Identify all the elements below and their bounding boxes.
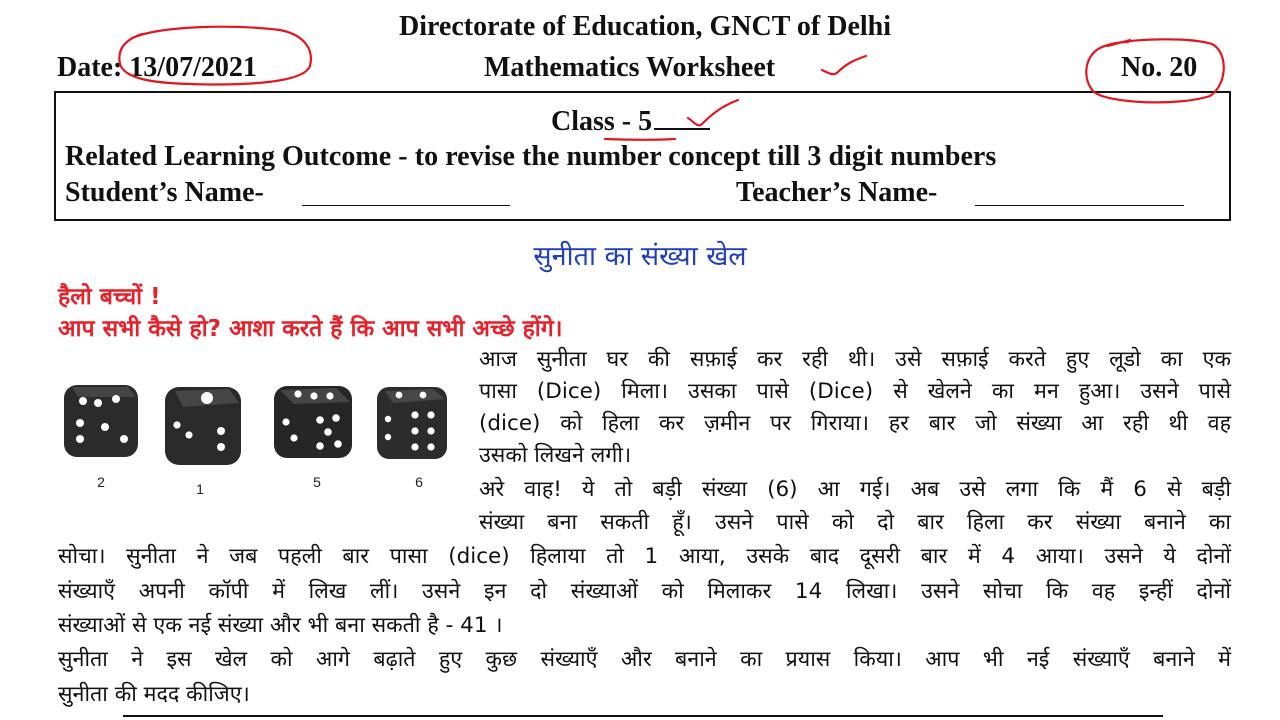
- story-line: सुनीता ने इस खेल को आगे बढ़ाते हुए कुछ संख्याएँ और बनाने का प्रयास किया। आप भी नई संख्याएँ बनाने में: [58, 647, 1231, 672]
- story-line: पासा (Dice) मिला। उसका पासे (Dice) से खेलने का मन हुआ। उसने पासे: [479, 379, 1231, 404]
- directorate-heading: Directorate of Education, GNCT of Delhi: [398, 11, 892, 42]
- die-five-icon: [268, 380, 358, 464]
- story-line: संख्या बना सकती हूँ। उसने पासे को दो बार हिला कर संख्या बनाने का: [479, 510, 1231, 535]
- die-label-4: 6: [415, 474, 423, 490]
- learning-outcome: Related Learning Outcome - to revise the number concept till 3 digit numbers: [65, 141, 997, 172]
- story-line: अरे वाह! ये तो बड़ी संख्या (6) आ गई। अब उसे लगा कि मैं 6 से बड़ी: [479, 477, 1231, 502]
- story-title: सुनीता का संख्या खेल: [533, 241, 747, 272]
- die-six-icon: [371, 381, 453, 465]
- class-label: [551, 106, 710, 138]
- die-one-icon: [159, 381, 247, 471]
- story-line: (dice) को हिला कर ज़मीन पर गिराया। हर बार जो संख्या आ रही थी वह: [479, 411, 1231, 436]
- story-line: संख्याओं से एक नई संख्या और भी बना सकती है - 41 ।: [58, 613, 503, 638]
- student-name-blank[interactable]: [302, 205, 510, 206]
- worksheet-number: No. 20: [1121, 52, 1198, 83]
- die-label-1: 2: [97, 474, 105, 490]
- story-line: संख्याएँ अपनी कॉपी में लिख लीं। उसने इन दो संख्याओं को मिलाकर 14 लिखा। उसने सोचा कि वह इन्हीं दोनों: [58, 579, 1231, 604]
- teacher-name-label: [736, 177, 937, 209]
- story-line: सोचा। सुनीता ने जब पहली बार पासा (dice) हिलाया तो 1 आया, उसके बाद दूसरी बार में 4 आया। उसने ये दोनों: [58, 544, 1231, 569]
- bottom-rule: [123, 715, 1163, 717]
- greeting-line-1: हैलो बच्चों !: [58, 284, 161, 310]
- worksheet-subject: Mathematics Worksheet: [484, 52, 776, 83]
- die-two-icon: [58, 377, 144, 463]
- subject-check-annotation: [822, 56, 866, 74]
- teacher-name-blank[interactable]: [975, 205, 1184, 206]
- class-label-text: Class - 5: [551, 106, 653, 137]
- student-name-label: [65, 177, 264, 209]
- class-blank: [654, 108, 710, 130]
- story-line: उसको लिखने लगी।: [479, 443, 632, 468]
- teacher-name-text: Teacher’s Name-: [736, 177, 938, 208]
- story-line: आज सुनीता घर की सफ़ाई कर रही थी। उसे सफ़ाई करते हुए लूडो का एक: [479, 347, 1231, 372]
- greeting-line-2: आप सभी कैसे हो? आशा करते हैं कि आप सभी अच्छे होंगे।: [58, 316, 563, 342]
- worksheet-date: Date: 13/07/2021: [57, 52, 257, 83]
- student-name-text: Student’s Name-: [65, 177, 264, 208]
- die-label-3: 5: [313, 474, 321, 490]
- story-line: सुनीता की मदद कीजिए।: [58, 682, 250, 707]
- die-label-2: 1: [196, 481, 204, 497]
